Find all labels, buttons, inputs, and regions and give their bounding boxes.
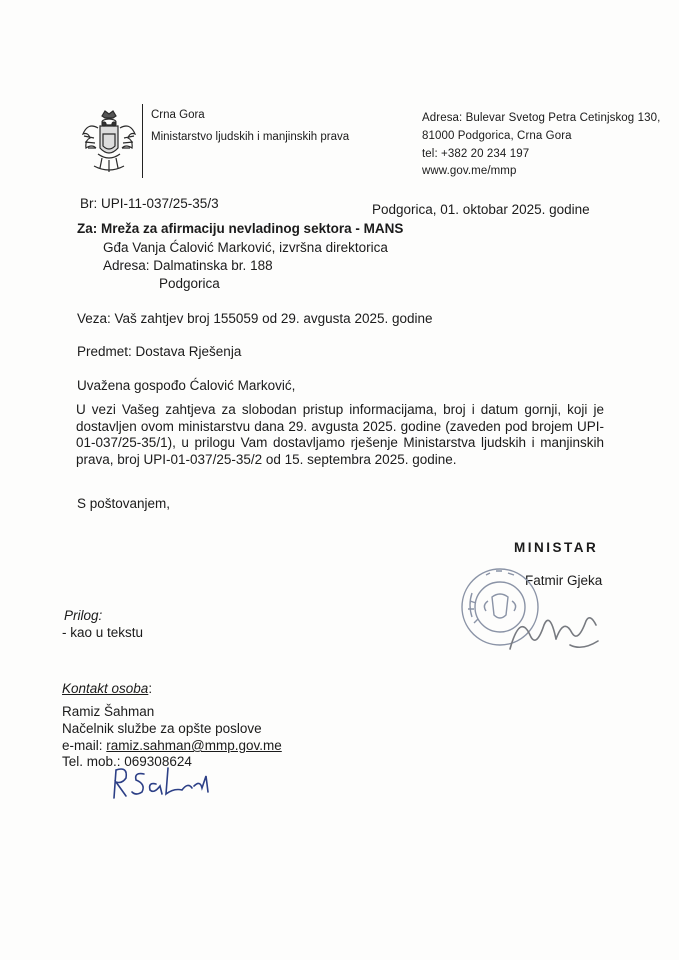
body-line: prava, broj UPI-01-037/25-35/2 od 15. septembra 2025. godine. <box>76 451 457 467</box>
email-label: e-mail: <box>62 738 103 753</box>
coat-of-arms-icon <box>80 108 138 176</box>
recipient-address: Adresa: Dalmatinska br. 188 <box>103 258 273 273</box>
letterhead-ministry: Ministarstvo ljudskih i manjinskih prava <box>151 131 350 143</box>
letterhead-address-line1: Adresa: Bulevar Svetog Petra Cetinjskog 130, <box>422 112 661 124</box>
body-paragraph <box>76 402 604 468</box>
attachment-label: Prilog: <box>64 608 103 623</box>
letterhead-country: Crna Gora <box>151 109 205 121</box>
contact-phone: Tel. mob.: 069308624 <box>62 754 192 769</box>
letterhead-divider <box>142 104 143 178</box>
recipient-city: Podgorica <box>159 276 220 291</box>
place-date: Podgorica, 01. oktobar 2025. godine <box>372 202 590 217</box>
contact-label: Kontakt osoba: <box>62 681 153 696</box>
body-line: 01-037/25-35/1), u prilogu Vam dostavljamo rješenje Ministarstva ljudskih i manjinskih <box>76 435 604 450</box>
email-link[interactable]: ramiz.sahman@mmp.gov.me <box>106 738 282 753</box>
handwritten-initials-icon <box>104 762 224 807</box>
letterhead-address-line2: 81000 Podgorica, Crna Gora <box>422 130 572 142</box>
minister-signature-icon <box>500 605 604 666</box>
closing: S poštovanjem, <box>77 496 171 511</box>
signatory-name: Fatmir Gjeka <box>525 573 603 588</box>
reference-number: Br: UPI-11-037/25-35/3 <box>80 196 219 211</box>
letterhead-website: www.gov.me/mmp <box>422 165 517 177</box>
recipient-org: Za: Mreža za afirmaciju nevladinog sektora - MANS <box>77 221 404 236</box>
letterhead-phone: tel: +382 20 234 197 <box>422 148 530 160</box>
body-line: dostavljen ovom ministarstvu dana 29. avgusta 2025. godine (zaveden pod brojem UPI- <box>76 418 604 434</box>
signatory-title: MINISTAR <box>514 540 599 555</box>
attachment-item: - kao u tekstu <box>62 625 144 640</box>
salutation: Uvažena gospođo Ćalović Marković, <box>77 378 296 393</box>
subject-line: Predmet: Dostava Rješenja <box>77 344 242 359</box>
body-line: U vezi Vašeg zahtjeva za slobodan pristup informacijama, broj i datum gornji, koji je <box>76 402 604 417</box>
veza-line: Veza: Vaš zahtjev broj 155059 od 29. avgusta 2025. godine <box>77 311 433 326</box>
contact-name: Ramiz Šahman <box>62 704 155 719</box>
contact-position: Načelnik službe za opšte poslove <box>62 721 262 736</box>
contact-email-row <box>62 738 282 753</box>
recipient-person: Gđa Vanja Ćalović Marković, izvršna direktorica <box>103 240 388 255</box>
